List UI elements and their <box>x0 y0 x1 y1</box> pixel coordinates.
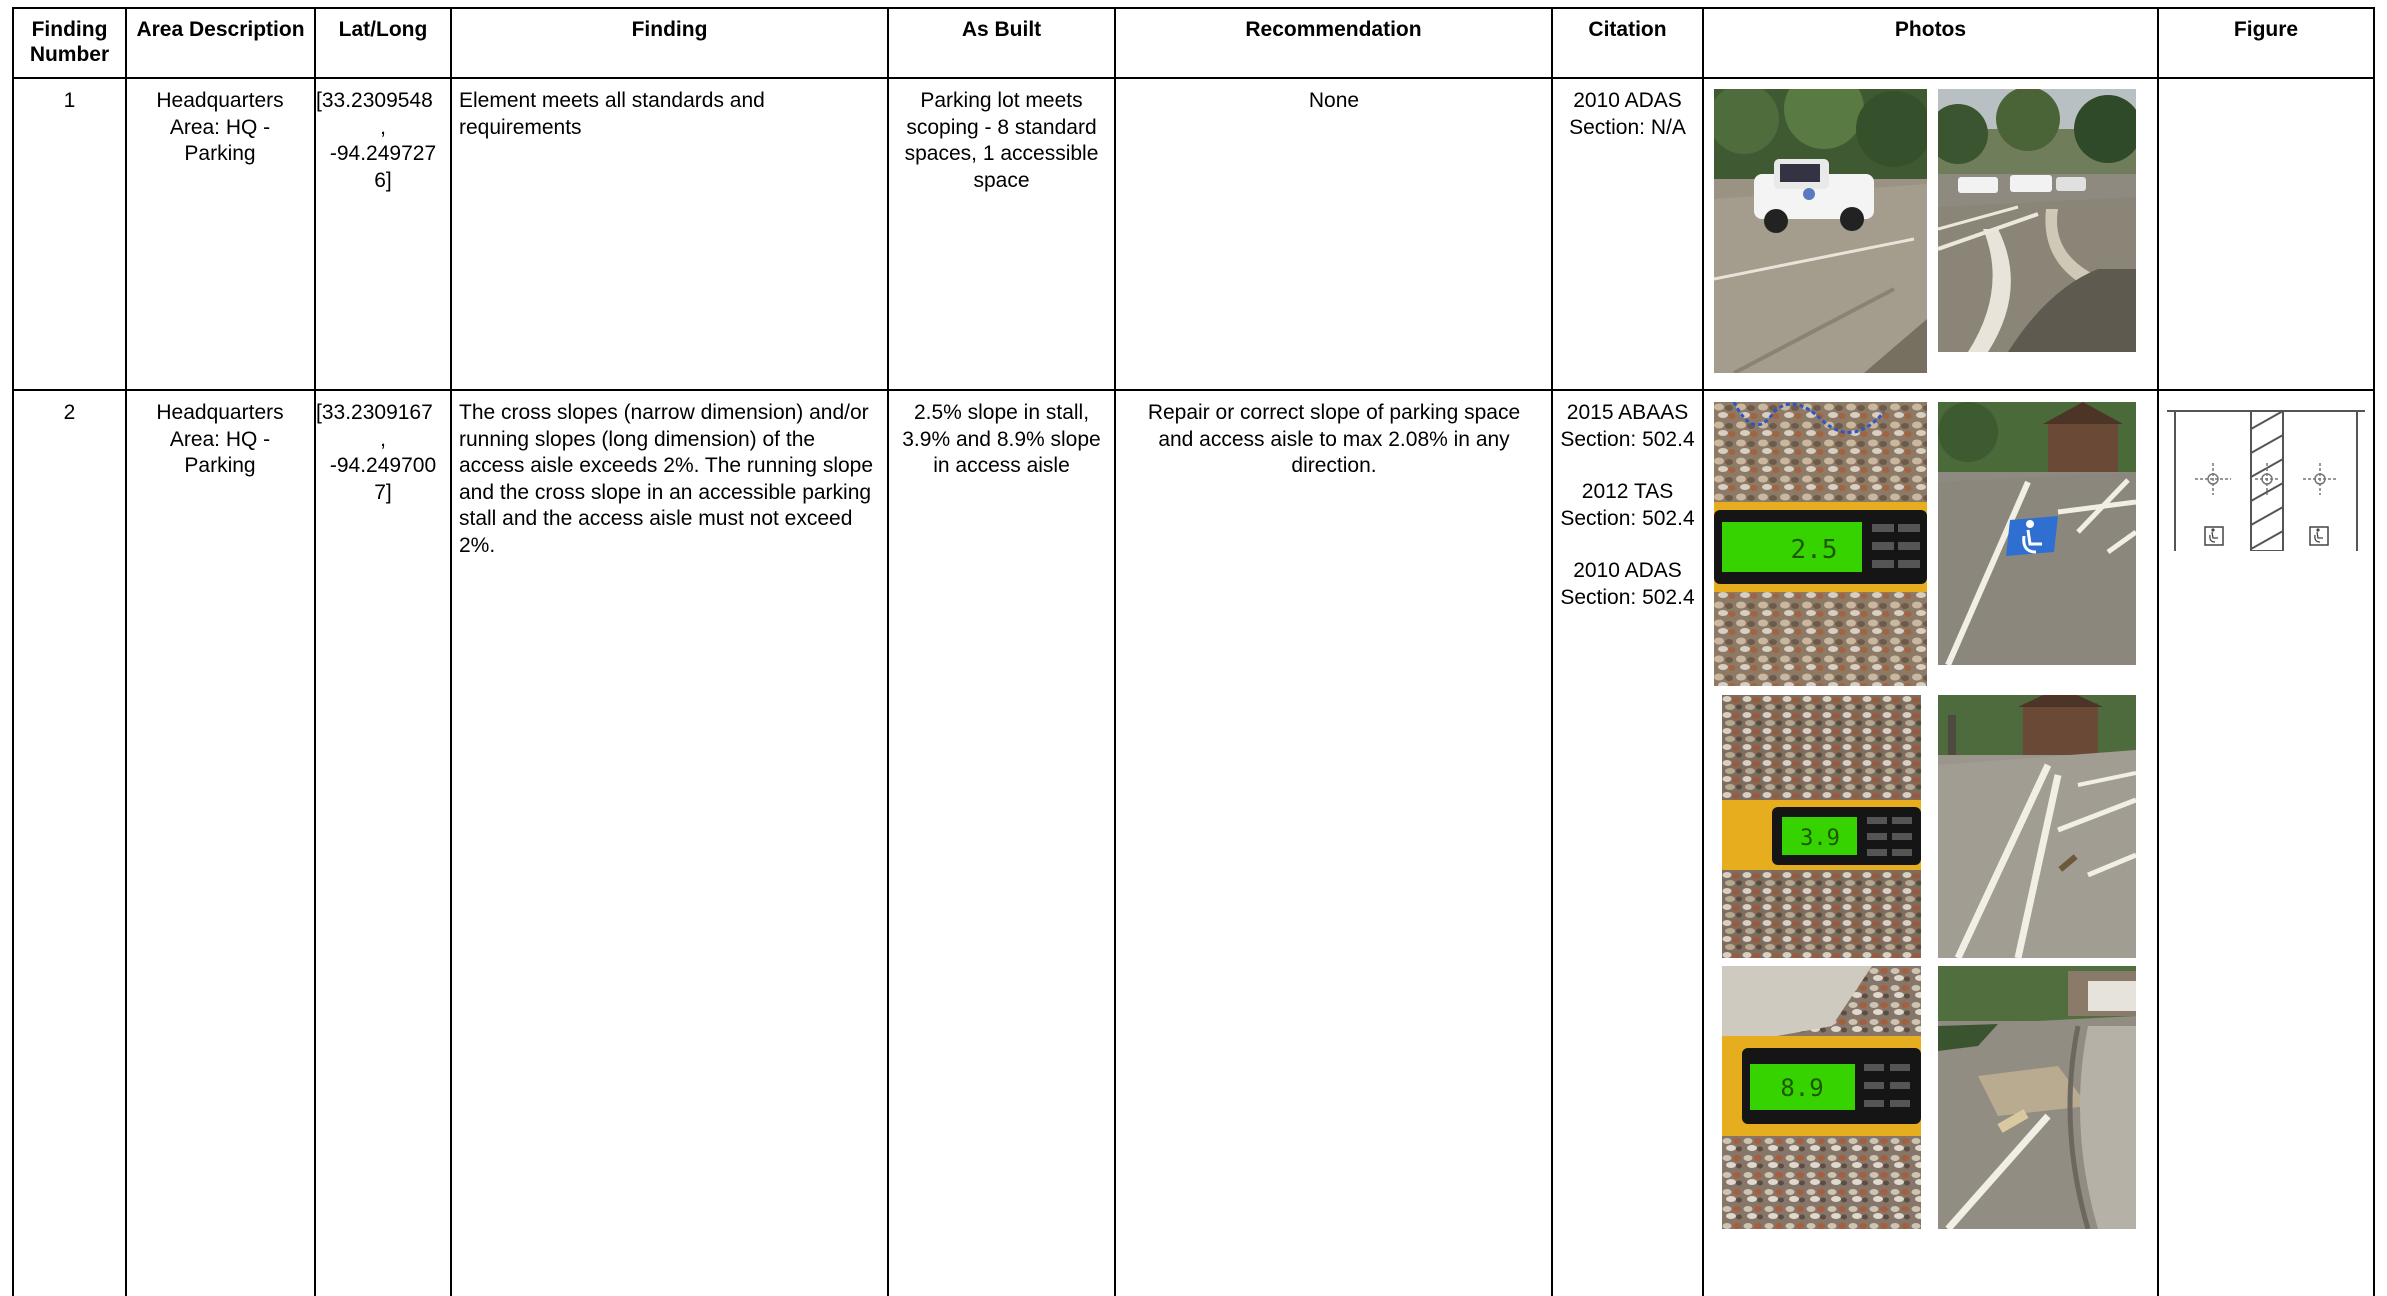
findings-table <box>12 7 2375 1296</box>
citation-entry: 2012 TAS Section: 502.4 <box>1560 480 1695 530</box>
accessible-parking-stall-photo <box>1938 402 2136 665</box>
row-1-lat-long <box>316 88 450 194</box>
row-1-citation: 2010 ADAS Section: N/A <box>1569 89 1686 139</box>
row-1-area-description: Headquarters Area: HQ - Parking <box>156 89 284 165</box>
slope-level-reading-photo <box>1714 402 1927 686</box>
lat-long-line: [33.2309548 <box>316 89 433 112</box>
level-reading-text: 3.9 <box>1800 826 1840 851</box>
row-1-finding-number: 1 <box>63 89 76 112</box>
citation-entry: 2015 ABAAS Section: 502.4 <box>1560 401 1695 451</box>
header-recommendation: Recommendation <box>1245 18 1422 41</box>
row-2-citation <box>1560 400 1695 611</box>
row-2-area-description: Headquarters Area: HQ - Parking <box>156 401 284 477</box>
lat-long-line: , <box>380 115 386 139</box>
level-reading-text: 8.9 <box>1780 1074 1824 1102</box>
row-1-finding: Element meets all standards and requirements <box>459 89 765 139</box>
lat-long-line: , <box>380 427 386 451</box>
accessible-parking-diagram-icon <box>2165 401 2367 551</box>
row-2-as-built: 2.5% slope in stall, 3.9% and 8.9% slope in access aisle <box>902 401 1101 477</box>
lat-long-line: -94.249727 <box>329 142 437 165</box>
citation-entry: 2010 ADAS Section: 502.4 <box>1560 559 1695 609</box>
slope-level-reading-photo <box>1722 966 1921 1229</box>
header-area-description: Area Description <box>136 18 305 41</box>
row-2-lat-long <box>316 400 450 506</box>
white-pickup-truck-parking-lot-photo <box>1714 89 1927 373</box>
slope-level-reading-photo <box>1722 695 1921 958</box>
row-2-recommendation: Repair or correct slope of parking space and access aisle to max 2.08% in any direction. <box>1147 401 1521 477</box>
row-1-as-built: Parking lot meets scoping - 8 standard spaces, 1 accessible space <box>904 89 1099 192</box>
header-lat-long: Lat/Long <box>338 18 428 41</box>
level-reading-text: 2.5 <box>1790 535 1838 565</box>
parking-lot-curb-photo <box>1938 89 2136 352</box>
header-photos: Photos <box>1894 18 1967 41</box>
header-citation: Citation <box>1588 18 1667 41</box>
lat-long-line: -94.249700 <box>329 454 437 477</box>
lat-long-line: 6] <box>374 168 392 192</box>
lat-long-line: 7] <box>374 480 392 504</box>
access-aisle-stripes-photo <box>1938 695 2136 958</box>
lat-long-line: [33.2309167 <box>316 401 433 424</box>
row-2-finding: The cross slopes (narrow dimension) and/or running slopes (long dimension) of the access aisle exceeds 2%. The running slope and the cross slope in an accessible parking stall and the access aisle must not exceed 2%. <box>459 401 874 557</box>
header-figure: Figure <box>2233 18 2299 41</box>
header-finding-number: Finding Number <box>29 18 110 66</box>
row-1-recommendation: None <box>1308 89 1360 112</box>
header-finding: Finding <box>631 18 708 41</box>
header-as-built: As Built <box>961 18 1042 41</box>
curb-ramp-access-aisle-photo <box>1938 966 2136 1229</box>
row-2-finding-number: 2 <box>63 401 76 424</box>
